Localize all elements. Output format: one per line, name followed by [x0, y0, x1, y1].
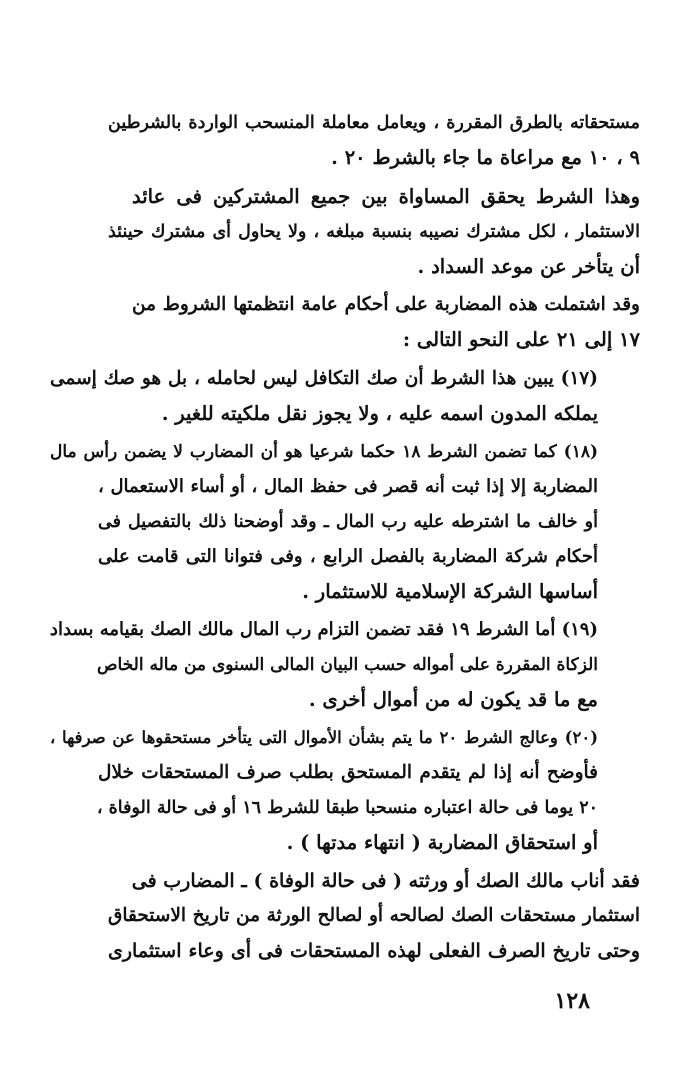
text-line: استثمار مستحقات الصك لصالحه أو لصالح الورثة من تاريخ الاستحقاق [108, 905, 640, 926]
text-line: ٩ ، ١٠ مع مراعاة ما جاء بالشرط ٢٠ . [331, 146, 640, 169]
text-line: ١٧ إلى ٢١ على النحو التالى : [402, 328, 640, 351]
text-line: (٢٠) وعالج الشرط ٢٠ ما يتم بشأن الأموال التى يتأخر مستحقوها عن صرفها ، [50, 728, 598, 747]
text-line: أو خالف ما اشترطه عليه رب المال ـ وقد أوضحنا ذلك بالتفصيل فى [98, 512, 598, 532]
page-number: ١٢٨ [554, 988, 590, 1014]
text-line: أساسها الشركة الإسلامية للاستثمار . [302, 580, 598, 603]
text-line: وهذا الشرط يحقق المساواة بين جميع المشتركين فى عائد [132, 185, 640, 208]
text-line: (١٧) يبين هذا الشرط أن صك التكافل ليس لحامله ، بل هو صك إسمى [50, 368, 598, 389]
text-line: مستحقاته بالطرق المقررة ، ويعامل معاملة المنسحب الواردة بالشرطين [108, 113, 640, 133]
text-line: يملكه المدون اسمه عليه ، ولا يجوز نقل ملكيته للغير . [161, 402, 598, 425]
text-line: الزكاة المقررة على أمواله حسب البيان المالى السنوى من ماله الخاص [96, 655, 598, 675]
text-line: (١٨) كما تضمن الشرط ١٨ حكما شرعيا هو أن المضارب لا يضمن رأس مال [50, 442, 598, 462]
text-line: الاستثمار ، لكل مشترك نصيبه بنسبة مبلغه ، ولا يحاول أى مشترك حينئذ [108, 222, 640, 242]
text-line: فقد أناب مالك الصك أو ورثته ( فى حالة الوفاة ) ـ المضارب فى [131, 870, 640, 892]
text-line: وحتى تاريخ الصرف الفعلى لهذه المستحقات فى أى وعاء استثمارى [108, 940, 640, 962]
text-line: أو استحقاق المضاربة ( انتهاء مدتها ) . [286, 831, 598, 854]
text-line: مع ما قد يكون له من أموال أخرى . [308, 688, 598, 711]
text-line: (١٩) أما الشرط ١٩ فقد تضمن التزام رب المال مالك الصك بقيامه بسداد [49, 619, 598, 640]
text-line: فأوضح أنه إذا لم يتقدم المستحق بطلب صرف المستحقات خلال [98, 762, 598, 783]
text-line: المضاربة إلا إذا ثبت أنه قصر فى حفظ المال ، أو أساء الاستعمال ، [98, 476, 598, 497]
text-line: أحكام شركة المضاربة بالفصل الرابع ، وفى فتوانا التى قامت على [98, 546, 598, 567]
text-line: وقد اشتملت هذه المضاربة على أحكام عامة انتظمتها الشروط من [132, 294, 640, 315]
text-line: أن يتأخر عن موعد السداد . [417, 255, 640, 278]
text-line: ٢٠ يوما فى حالة اعتباره منسحبا طبقا للشرط ١٦ أو فى حالة الوفاة ، [96, 798, 598, 818]
